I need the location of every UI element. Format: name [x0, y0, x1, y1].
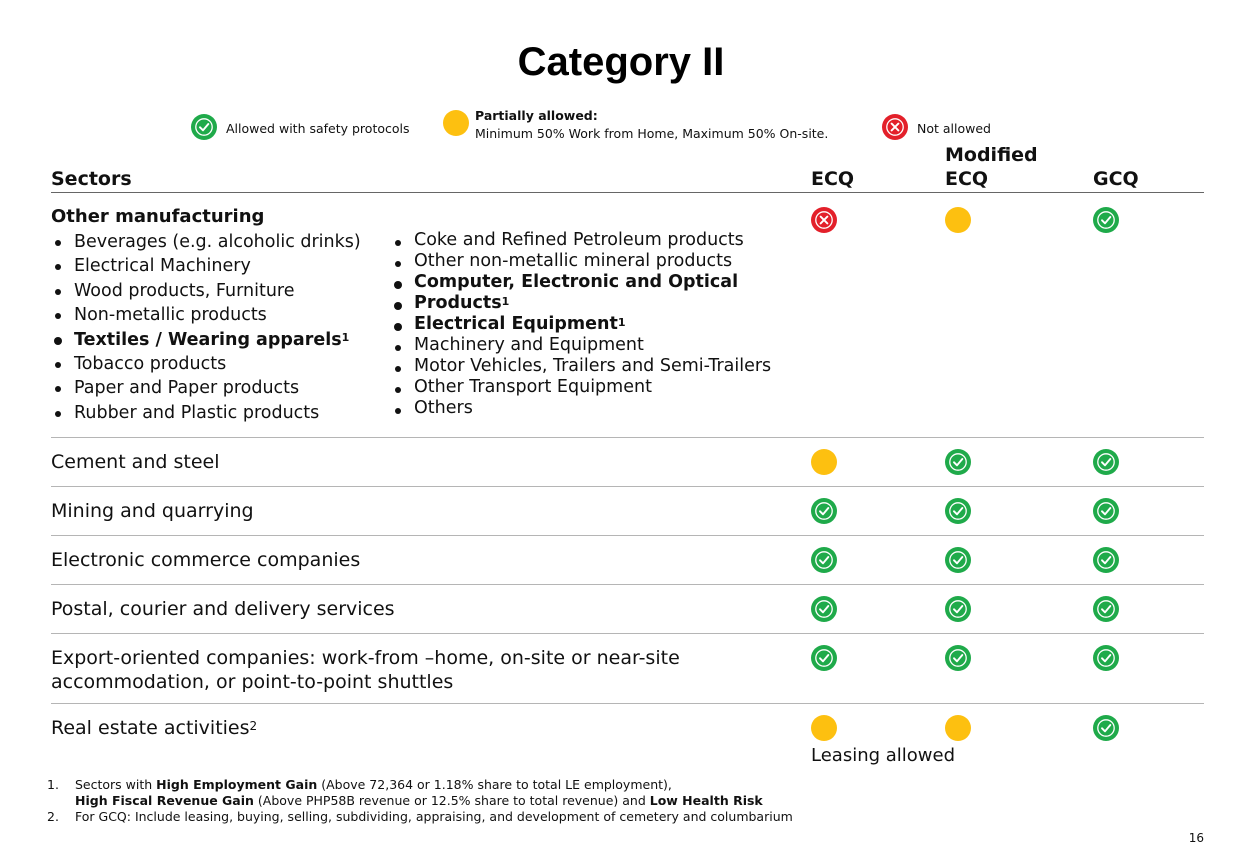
x-icon [882, 114, 908, 140]
footnote-2: 2. For GCQ: Include leasing, buying, selling, subdividing, appraising, and development of cemetery and columbarium [47, 809, 793, 824]
header-ecq: ECQ [811, 168, 855, 190]
check-icon [1093, 449, 1119, 475]
legend-partial-desc: Minimum 50% Work from Home, Maximum 50% On-site. [475, 126, 829, 141]
check-icon [1093, 645, 1119, 671]
check-icon [811, 645, 837, 671]
list-item: Tobacco products [51, 352, 361, 376]
list-item: Electrical Equipment$^1$ [391, 314, 771, 335]
x-icon [811, 207, 837, 233]
list-item: Textiles / Wearing apparels$^1$ [51, 328, 361, 352]
partial-dot-icon [443, 110, 469, 136]
list-item: Others [391, 398, 771, 419]
manufacturing-title: Other manufacturing [51, 206, 265, 227]
manufacturing-list-1 [51, 230, 361, 425]
check-icon [811, 498, 837, 524]
check-icon [945, 596, 971, 622]
list-item-continuation: Products$^1$ [391, 293, 771, 314]
row-label-mining: Mining and quarrying [51, 500, 254, 522]
row-label-postal: Postal, courier and delivery services [51, 598, 395, 620]
legend-allowed: Allowed with safety protocols [226, 121, 410, 136]
row-label-export-line2: accommodation, or point-to-point shuttles [51, 671, 454, 693]
header-mecq-line1: Modified [945, 144, 1038, 166]
check-icon [191, 114, 217, 140]
list-item: Other non-metallic mineral products [391, 251, 771, 272]
check-icon [1093, 547, 1119, 573]
check-icon [811, 596, 837, 622]
row-label-cement-steel: Cement and steel [51, 451, 220, 473]
header-divider [51, 192, 1204, 193]
leasing-note: Leasing allowed [811, 745, 956, 766]
footnote-1-line2: High Fiscal Revenue Gain (Above PHP58B revenue or 12.5% share to total revenue) and Low Health Risk [75, 793, 763, 808]
row-label-ecommerce: Electronic commerce companies [51, 549, 361, 571]
list-item: Coke and Refined Petroleum products [391, 230, 771, 251]
row-divider [51, 437, 1204, 438]
check-icon [945, 498, 971, 524]
row-label-export-line1: Export-oriented companies: work-from –home, on-site or near-site [51, 647, 680, 669]
legend-partial-title: Partially allowed: [475, 108, 598, 123]
list-item: Wood products, Furniture [51, 279, 361, 303]
list-item: Other Transport Equipment [391, 377, 771, 398]
check-icon [945, 547, 971, 573]
row-divider [51, 535, 1204, 536]
list-item: Electrical Machinery [51, 254, 361, 278]
list-item: Non-metallic products [51, 303, 361, 327]
check-icon [1093, 207, 1119, 233]
partial-dot-icon [811, 715, 837, 741]
check-icon [811, 547, 837, 573]
check-icon [945, 645, 971, 671]
header-mecq-line2: ECQ [945, 168, 989, 190]
list-item: Rubber and Plastic products [51, 401, 361, 425]
check-icon [945, 449, 971, 475]
page-title: Category II [517, 40, 725, 84]
list-item: Computer, Electronic and Optical [391, 272, 771, 293]
list-item: Beverages (e.g. alcoholic drinks) [51, 230, 361, 254]
list-item: Paper and Paper products [51, 376, 361, 400]
list-item: Motor Vehicles, Trailers and Semi-Trailers [391, 356, 771, 377]
partial-dot-icon [811, 449, 837, 475]
list-item: Machinery and Equipment [391, 335, 771, 356]
partial-dot-icon [945, 715, 971, 741]
check-icon [1093, 596, 1119, 622]
row-divider [51, 703, 1204, 704]
partial-dot-icon [945, 207, 971, 233]
header-gcq: GCQ [1093, 168, 1139, 190]
footnote-1-line1: 1. Sectors with High Employment Gain (Above 72,364 or 1.18% share to total LE employment), [47, 777, 672, 792]
check-icon [1093, 498, 1119, 524]
row-divider [51, 584, 1204, 585]
row-divider [51, 633, 1204, 634]
row-label-real-estate: Real estate activities$^2$ [51, 717, 258, 739]
row-divider [51, 486, 1204, 487]
header-sectors: Sectors [51, 168, 132, 190]
manufacturing-list-2 [391, 230, 771, 419]
check-icon [1093, 715, 1119, 741]
legend-not-allowed: Not allowed [917, 121, 991, 136]
page-number: 16 [1188, 831, 1204, 845]
